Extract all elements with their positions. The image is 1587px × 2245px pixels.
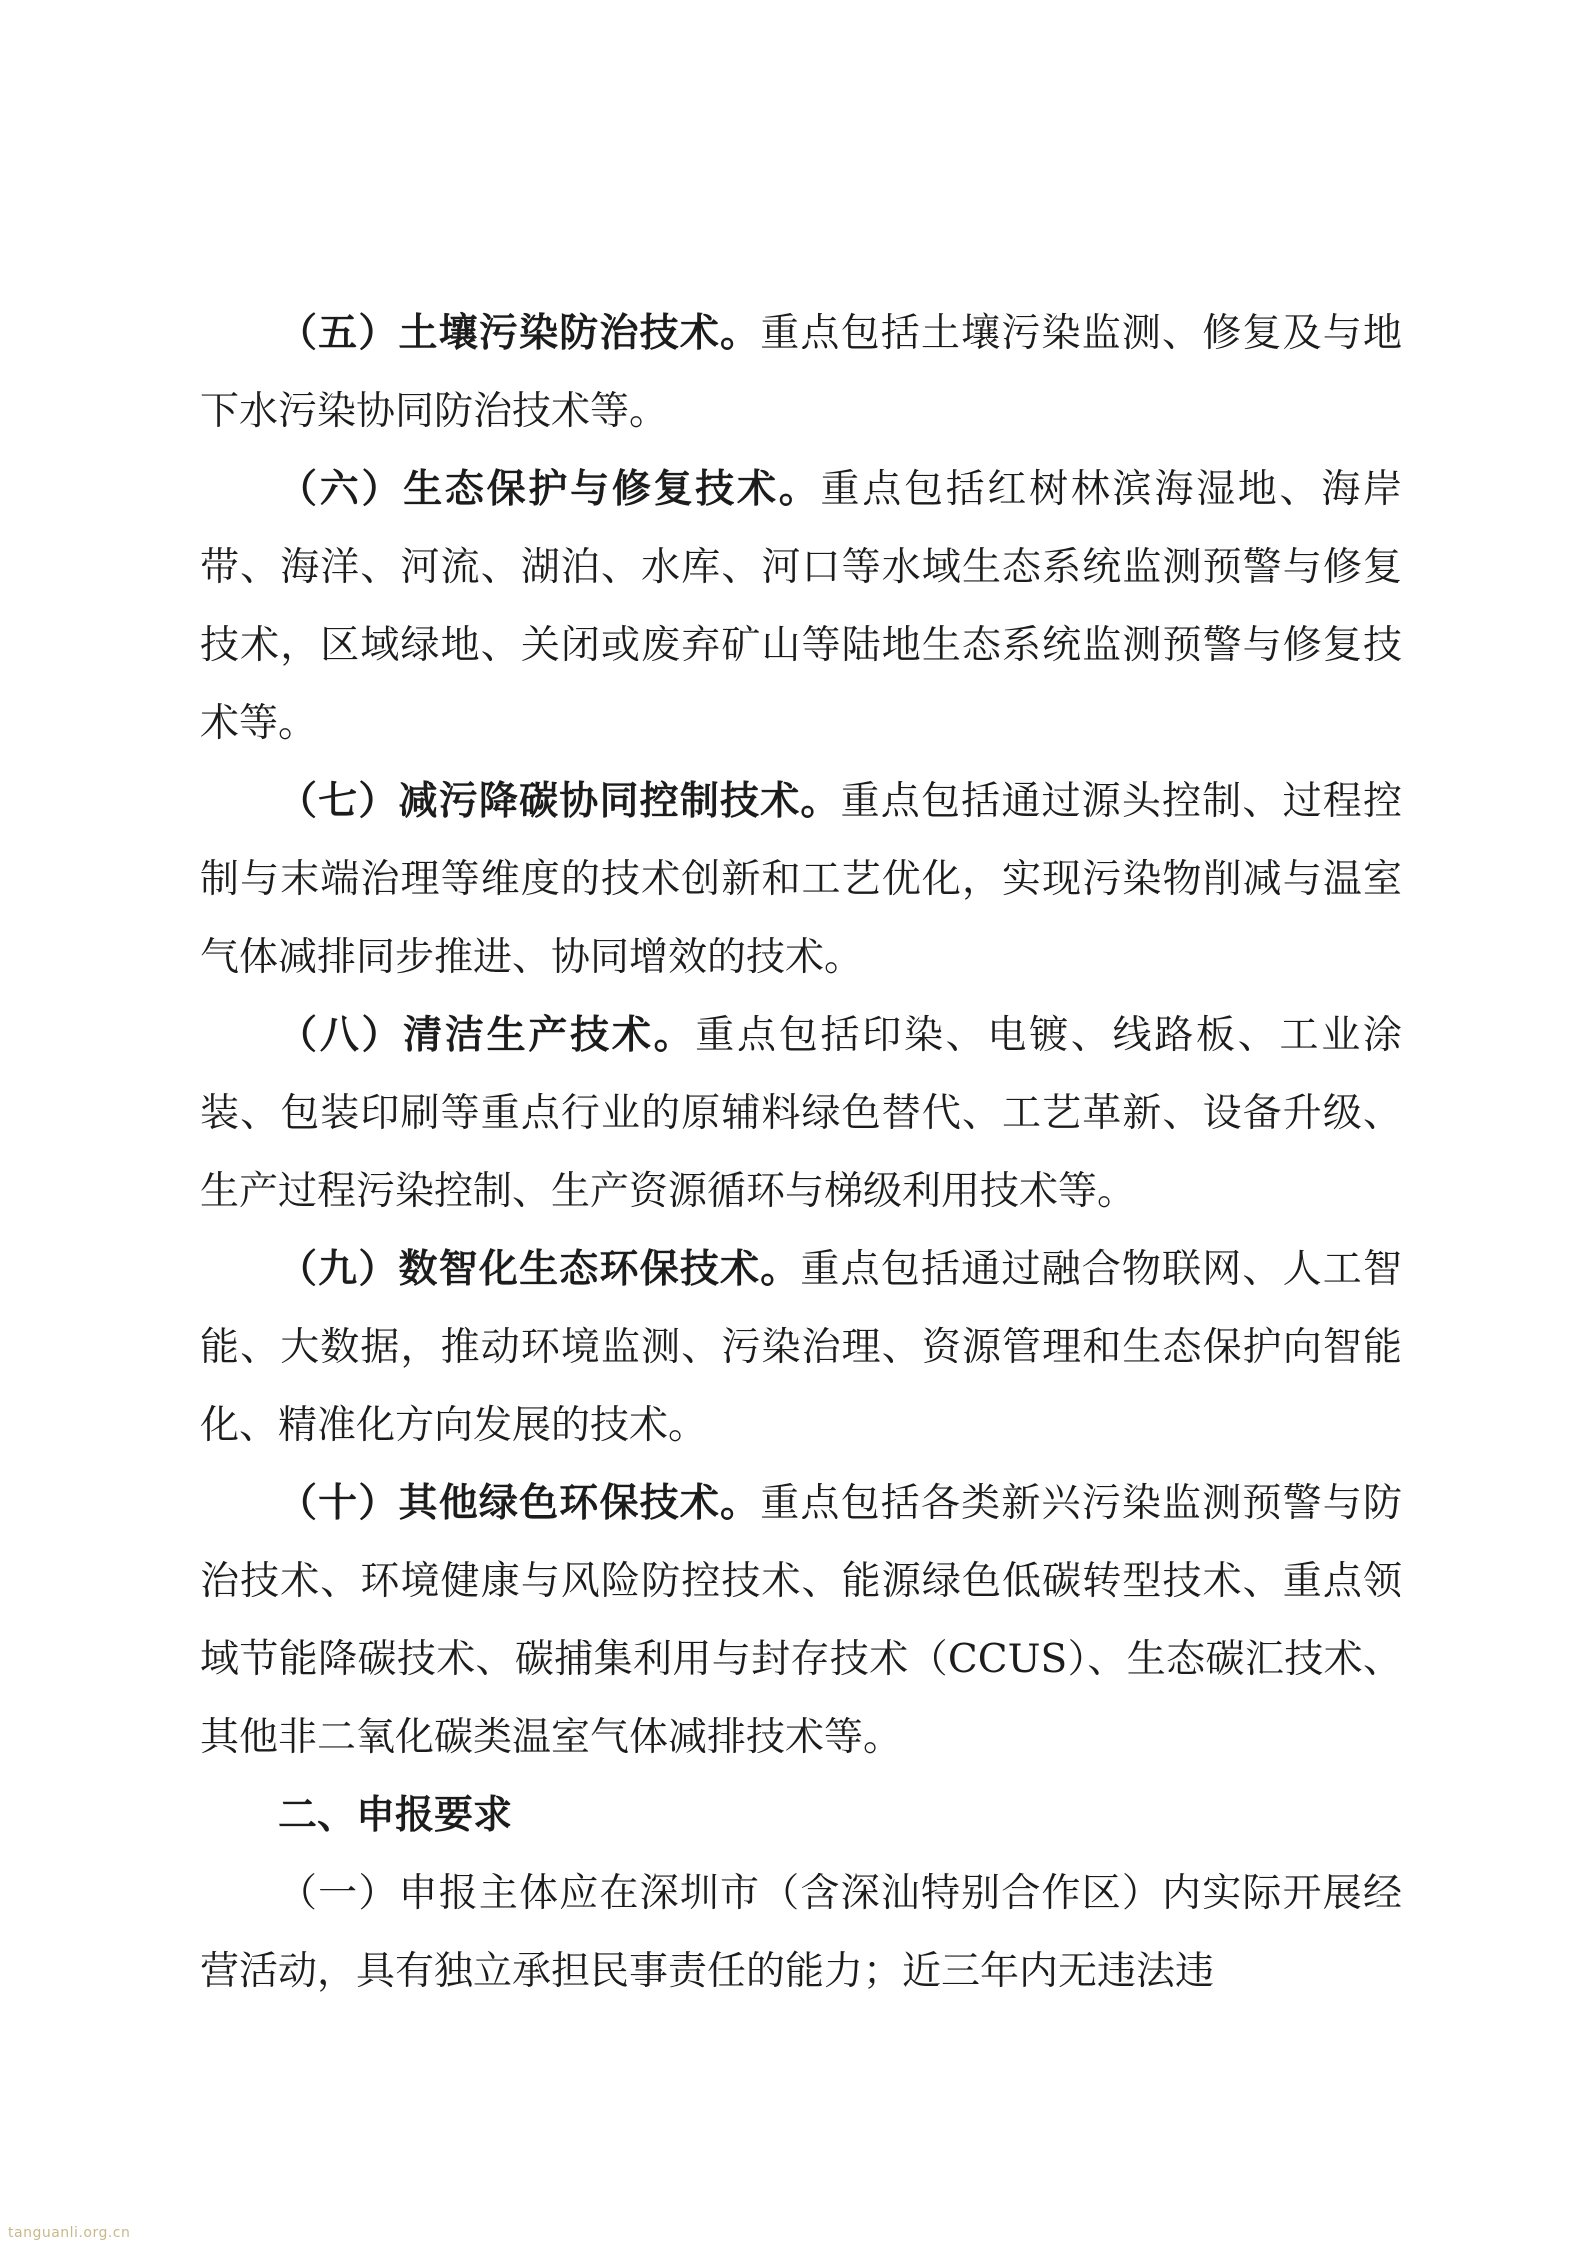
paragraph-application-subject: （一）申报主体应在深圳市（含深汕特别合作区）内实际开展经营活动，具有独立承担民事责任的能力；近三年内无违法违 [200,1871,1402,1994]
paragraph-heading: （九）数智化生态环保技术。 [278,1247,801,1292]
document-body [200,295,1402,2011]
paragraph-digital-intelligence [200,1231,1402,1465]
paragraph-text: 重点包括通过源头控制、过程控制与末端治理等维度的技术创新和工艺优化，实现污染物削减与温室气体减排同步推进、协同增效的技术。 [200,779,1402,980]
paragraph-clean-production [200,997,1402,1231]
paragraph-pollution-carbon-reduction [200,763,1402,997]
paragraph-text: 重点包括各类新兴污染监测预警与防治技术、环境健康与风险防控技术、能源绿色低碳转型技术、重点领域节能降碳技术、碳捕集利用与封存技术（CCUS）、生态碳汇技术、其他非二氧化碳类温室气体减排技术等。 [200,1481,1402,1760]
paragraph-text: 重点包括印染、电镀、线路板、工业涂装、包装印刷等重点行业的原辅料绿色替代、工艺革新、设备升级、生产过程污染控制、生产资源循环与梯级利用技术等。 [200,1013,1402,1214]
watermark-text: tanguanli.org.cn [8,2225,131,2241]
paragraph-text: 重点包括通过融合物联网、人工智能、大数据，推动环境监测、污染治理、资源管理和生态保护向智能化、精准化方向发展的技术。 [200,1247,1402,1448]
paragraph-soil-pollution [200,295,1402,451]
paragraph-heading: （八）清洁生产技术。 [278,1013,696,1058]
paragraph-other-green-tech [200,1465,1402,1777]
paragraph-heading: （六）生态保护与修复技术。 [278,467,821,512]
paragraph-text: 重点包括红树林滨海湿地、海岸带、海洋、河流、湖泊、水库、河口等水域生态系统监测预警与修复技术，区域绿地、关闭或废弃矿山等陆地生态系统监测预警与修复技术等。 [200,467,1402,746]
section-title: 二、申报要求 [278,1793,513,1838]
paragraph-heading: （五）土壤污染防治技术。 [278,311,761,356]
paragraph-heading: （七）减污降碳协同控制技术。 [278,779,841,824]
paragraph-heading: （十）其他绿色环保技术。 [278,1481,761,1526]
paragraph-text: 重点包括土壤污染监测、修复及与地下水污染协同防治技术等。 [200,311,1402,434]
paragraph-ecological-protection [200,451,1402,763]
